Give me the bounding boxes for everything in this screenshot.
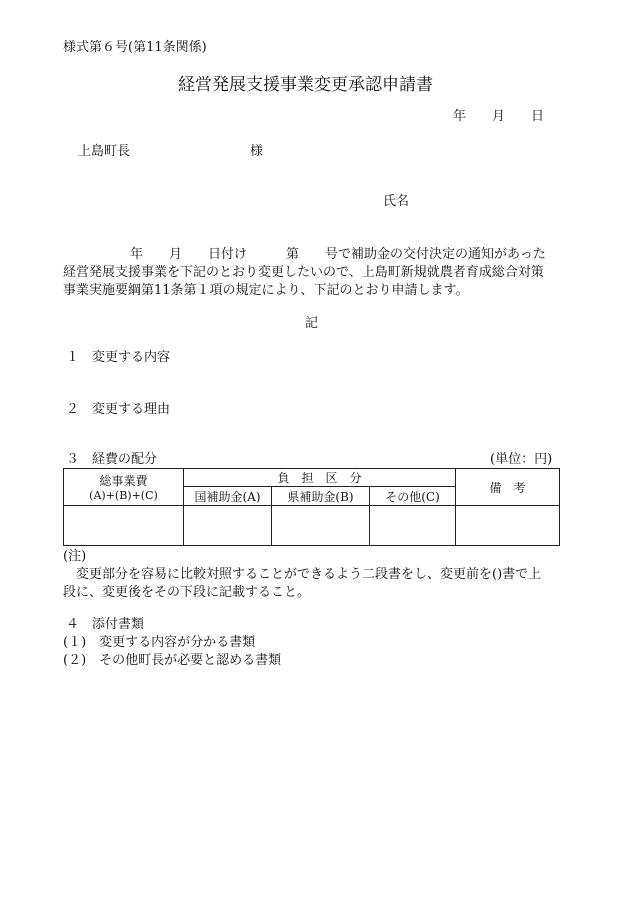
body-line-3: 事業実施要綱第11条第１項の規定により、下記のとおり申請します。 (63, 283, 469, 298)
form-number: 様式第６号(第11条関係) (63, 40, 207, 55)
total-cost-cell[interactable] (64, 506, 184, 546)
body-line-2: 経営発展支援事業を下記のとおり変更したいので、上島町新規就農者育成総合対策 (63, 265, 544, 280)
note-label: (注) (63, 549, 87, 564)
section-3-heading: ３ 経費の配分 (66, 452, 158, 467)
applicant-name-label: 氏名 (383, 194, 410, 209)
national-subsidy-cell[interactable] (184, 506, 272, 546)
unit-label: (単位：円) (490, 452, 553, 467)
national-subsidy-header: 国補助金(A) (184, 487, 272, 506)
total-cost-formula: (A)+(B)+(C) (89, 489, 158, 502)
note-line-1: 変更部分を容易に比較対照することができるよう二段書をし、変更前を()書で上 (76, 567, 542, 582)
section-1-heading: １ 変更する内容 (66, 350, 171, 365)
ki-heading: 記 (305, 316, 319, 331)
cost-allocation-table (63, 468, 560, 546)
body-line-1: 年 月 日付け 第 号で補助金の交付決定の通知があった (130, 247, 546, 262)
remarks-cell[interactable] (456, 506, 560, 546)
burden-category-header: 負 担 区 分 (184, 469, 456, 487)
prefectural-subsidy-header: 県補助金(B) (272, 487, 370, 506)
page-title: 経営発展支援事業変更承認申請書 (178, 75, 433, 95)
other-header: その他(C) (370, 487, 456, 506)
date-line: 年 月 日 (453, 109, 545, 124)
honorific: 様 (250, 144, 264, 159)
remarks-header: 備 考 (456, 469, 560, 506)
note-line-2: 段に、変更後をその下段に記載すること。 (63, 585, 311, 600)
total-cost-label: 総事業費 (99, 474, 148, 488)
other-cell[interactable] (370, 506, 456, 546)
addressee: 上島町長 (78, 144, 131, 159)
section-2-heading: ２ 変更する理由 (66, 402, 171, 417)
attachments-heading: ４ 添付書類 (66, 617, 145, 632)
prefectural-subsidy-cell[interactable] (272, 506, 370, 546)
attachment-item-1: (１) 変更する内容が分かる書類 (63, 635, 256, 650)
total-cost-header (64, 469, 184, 506)
attachment-item-2: (２) その他町長が必要と認める書類 (63, 653, 282, 668)
